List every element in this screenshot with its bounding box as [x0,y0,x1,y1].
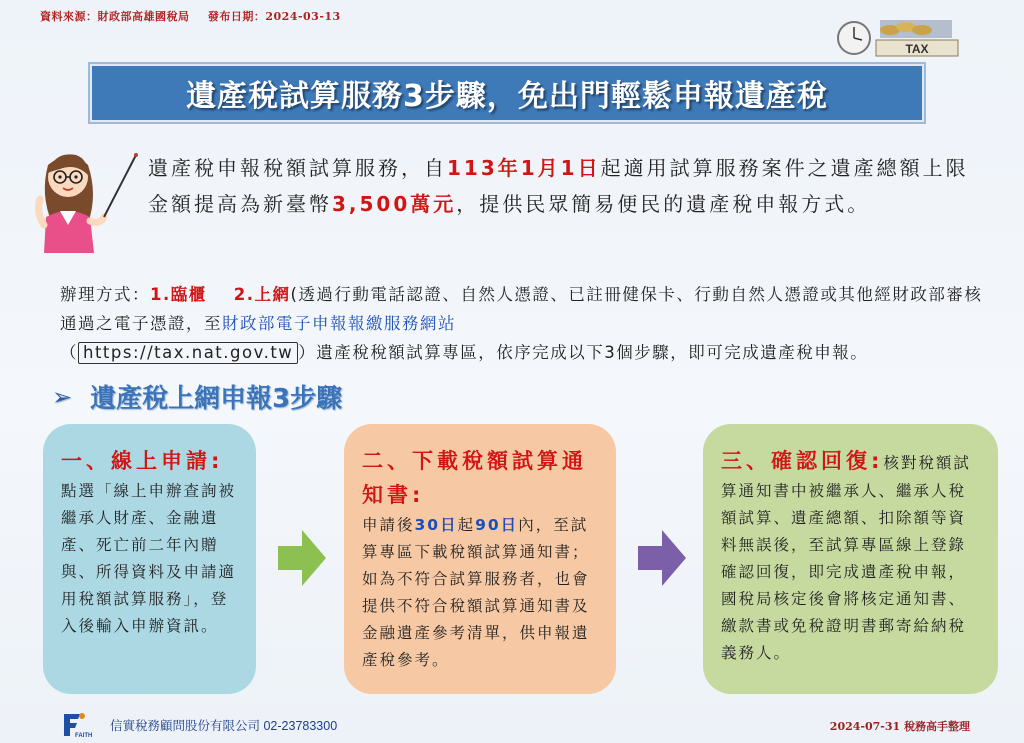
step-card-2 [344,424,616,694]
step-2-text-1: 申請後 [362,516,415,534]
title-banner [88,62,926,124]
tax-label: TAX [905,42,929,56]
step-1-body: 點選「線上申辦查詢被繼承人財產、金融遺產、死亡前二年內贈與、所得資料及申請適用稅額試算服務」，登入後輸入申辦資訊。 [61,482,237,635]
company-line: 信實稅務顧問股份有限公司 02-23783300 [110,719,338,733]
source-line [40,8,355,24]
steps-heading [52,378,342,415]
method-text-2: ）遺產稅稅額試算專區，依序完成以下3個步驟，即可完成遺產稅申報。 [298,343,869,362]
tax-url-link[interactable]: https://tax.nat.gov.tw [78,342,298,364]
intro-paragraph [148,150,978,222]
method-label: 辦理方式： [60,285,150,304]
steps-heading-text: 遺產稅上網申報3步驟 [90,384,343,414]
method-online: 2.上網 [233,285,291,304]
step-2-title: 二、下載稅額試算通知書: [362,449,587,507]
intro-text-3: ，提供民眾簡易便民的遺產稅申報方式。 [456,192,871,216]
method-text-1: (透過行動電話認證、自然人憑證、已註冊健保卡、行動自然人憑證或其他經財政部審核通過之電子憑證，至 [60,285,983,333]
step-card-3 [703,424,998,694]
arrow-bullet-icon: ➢ [52,382,73,411]
right-arrow-icon [278,530,326,586]
step-2-text-3: 內，至試算專區下載稅額試算通知書；如為不符合試算服務者，也會提供不符合稅額試算通知書及金融遺產參考清單，供申報遺產稅參考。 [362,516,590,669]
right-arrow-icon [638,530,686,586]
intro-text-2: 起適用試算服務案件之遺產總額上限金額提高為新臺幣 [148,156,969,216]
logo-text: FAITH [75,733,93,739]
step-2-days-90: 90日 [475,516,519,534]
step-2-body [362,512,598,674]
paren-open: （ [60,343,78,362]
publish-date: 發布日期：2024-03-13 [207,10,341,23]
step-3-body: 核對稅額試算通知書中被繼承人、繼承人稅額試算、遺產總額、扣除額等資料無誤後，至試算專區線上登錄確認回復，即完成遺產稅申報，國稅局核定後會將核定通知書、繳款書或免稅證明書郵寄給納稅義務人。 [721,454,971,662]
effective-date: 113年1月1日 [447,156,601,180]
tax-clock-coins-icon [836,18,962,58]
step-2-text-2: 起 [457,516,476,534]
amount-limit: 3,500萬元 [332,192,457,216]
compiled-date: 2024-07-31 稅務高手整理 [829,720,970,733]
step-2-days-30: 30日 [414,516,458,534]
method-counter: 1.臨櫃 [150,285,207,304]
efiling-site-link[interactable]: 財政部電子申報報繳服務網站 [222,314,456,333]
method-paragraph [60,280,990,367]
teacher-illustration-icon [30,125,140,253]
step-3-title: 三、確認回復: [721,449,884,473]
source-label: 資料來源：財政部高雄國稅局 [40,10,190,23]
intro-text-1: 遺產稅申報稅額試算服務，自 [148,156,447,180]
faith-logo-icon [60,710,93,739]
step-1-title: 一、線上申請: [61,449,224,473]
step-card-1 [43,424,256,694]
page-title: 遺產稅試算服務3步驟，免出門輕鬆申報遺產稅 [186,79,828,114]
